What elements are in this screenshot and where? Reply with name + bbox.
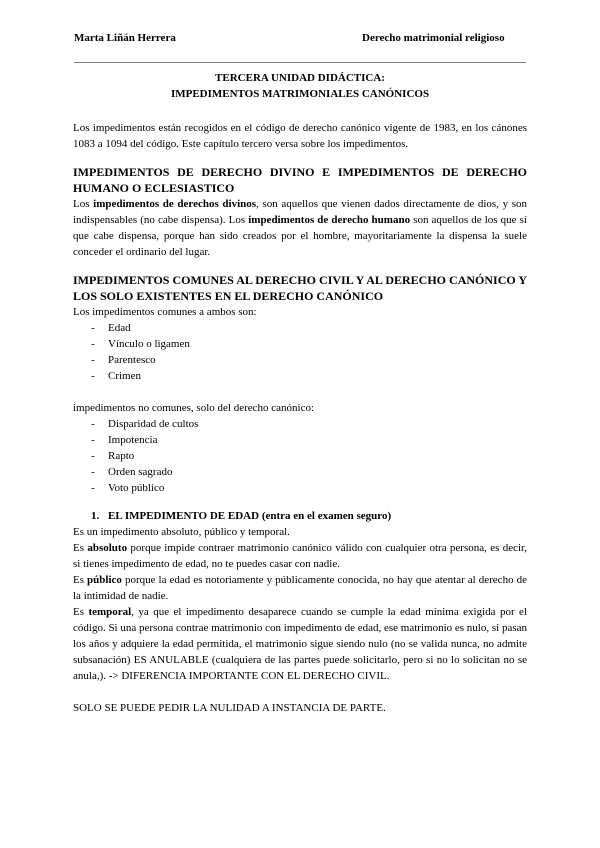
noncommon-intro: impedimentos no comunes, solo del derecho canónico: xyxy=(73,402,315,414)
age-paragraph-public xyxy=(73,572,527,604)
section-heading-common: IMPEDIMENTOS COMUNES AL DERECHO CIVIL Y AL DERECHO CANÓNICO Y LOS SOLO EXISTENTES EN EL DERECHO CANÓNICO xyxy=(73,273,527,303)
age-paragraph-1: Es un impedimento absoluto, público y temporal. xyxy=(73,526,290,538)
list-item xyxy=(91,336,527,352)
dash-bullet: - xyxy=(91,370,95,382)
list-item xyxy=(91,368,527,384)
list-item xyxy=(91,464,527,480)
list-item-text: Parentesco xyxy=(108,354,156,366)
list-item xyxy=(91,416,527,432)
section-number: 1. xyxy=(91,510,100,522)
bold-term-divine: impedimentos de derechos divinos xyxy=(93,198,257,210)
list-item-text: Voto público xyxy=(108,482,165,494)
section-heading-divine-human: IMPEDIMENTOS DE DERECHO DIVINO E IMPEDIMENTOS DE DERECHO HUMANO O ECLESIASTICO xyxy=(73,165,527,195)
list-item-text: Crimen xyxy=(108,370,141,382)
section-heading-age xyxy=(73,508,527,524)
text-run: Es xyxy=(73,542,88,554)
list-item xyxy=(91,432,527,448)
document-body xyxy=(73,70,527,716)
text-run: , ya que el impedimento desaparece cuando se cumple la edad mínima exigida por el código. Si una persona contrae matrimonio con impedimento de edad, ese matrimonio es nulo, si pasan los años y adquiere la edad permitida, el matrimonio sigue siendo nulo (no se valida nunca, no admite subsanación) ES ANULABLE (cualquiera de las partes puede solicitarlo, pero si no lo solicitan no se anula,). -> DIFERENCIA IMPORTANTE CON EL DERECHO CIVIL. xyxy=(73,606,527,682)
list-item-text: Edad xyxy=(108,322,131,334)
text-run: porque la edad es notoriamente y públicamente conocida, no hay que atentar al derecho de la intimidad de nadie. xyxy=(73,574,527,602)
section-heading-age-text: EL IMPEDIMENTO DE EDAD (entra en el examen seguro) xyxy=(108,510,392,522)
unit-title-line2: IMPEDIMENTOS MATRIMONIALES CANÓNICOS xyxy=(170,88,430,100)
dash-bullet: - xyxy=(91,322,95,334)
list-item-text: Rapto xyxy=(108,450,135,462)
intro-paragraph: Los impedimentos están recogidos en el código de derecho canónico vigente de 1983, en los cánones 1083 a 1094 del código. Este capítulo tercero versa sobre los impedimentos. xyxy=(73,122,527,150)
bold-term-absoluto: absoluto xyxy=(87,542,128,554)
unit-title-line1: TERCERA UNIDAD DIDÁCTICA: xyxy=(215,72,385,84)
list-item xyxy=(91,448,527,464)
noncommon-list xyxy=(73,416,527,496)
dash-bullet: - xyxy=(91,466,95,478)
text-run: Es xyxy=(73,606,89,618)
dash-bullet: - xyxy=(91,354,95,366)
bold-term-publico: público xyxy=(87,574,122,586)
list-item xyxy=(91,352,527,368)
list-item-text: Vínculo o ligamen xyxy=(108,338,190,350)
header-author: Marta Liñán Herrera xyxy=(74,32,176,44)
section-paragraph-divine-human xyxy=(73,196,527,260)
common-list xyxy=(73,320,527,384)
dash-bullet: - xyxy=(91,418,95,430)
bold-term-temporal: temporal xyxy=(88,606,132,618)
closing-statement: SOLO SE PUEDE PEDIR LA NULIDAD A INSTANCIA DE PARTE. xyxy=(73,702,386,714)
dash-bullet: - xyxy=(91,338,95,350)
text-run: Los xyxy=(73,198,94,210)
age-paragraph-temporal xyxy=(73,604,527,684)
header-rule xyxy=(74,62,526,63)
bold-term-human: impedimentos de derecho humano xyxy=(248,214,411,226)
list-item xyxy=(91,320,527,336)
common-intro: Los impedimentos comunes a ambos son: xyxy=(73,306,257,318)
text-run: Es xyxy=(73,574,88,586)
text-run: son aquellos de los que sí que cabe dispensa, porque han sido creados por el hombre, mayoritariamente la dispensa la suele conceder el ordinario del lugar. xyxy=(73,214,527,258)
header-course: Derecho matrimonial religioso xyxy=(362,32,505,44)
list-item-text: Orden sagrado xyxy=(108,466,173,478)
dash-bullet: - xyxy=(91,450,95,462)
dash-bullet: - xyxy=(91,482,95,494)
dash-bullet: - xyxy=(91,434,95,446)
age-paragraph-absolute xyxy=(73,540,527,572)
unit-title xyxy=(73,70,527,102)
text-run: porque impide contraer matrimonio canónico válido con cualquier otra persona, es decir, si tienes impedimento de edad, no te puedes casar con nadie. xyxy=(73,542,527,570)
text-run: , son aquellos que vienen dados directamente de dios, y son indispensables (no cabe dispensa). Los xyxy=(73,198,527,226)
list-item xyxy=(91,480,527,496)
list-item-text: Impotencia xyxy=(108,434,158,446)
list-item-text: Disparidad de cultos xyxy=(108,418,199,430)
